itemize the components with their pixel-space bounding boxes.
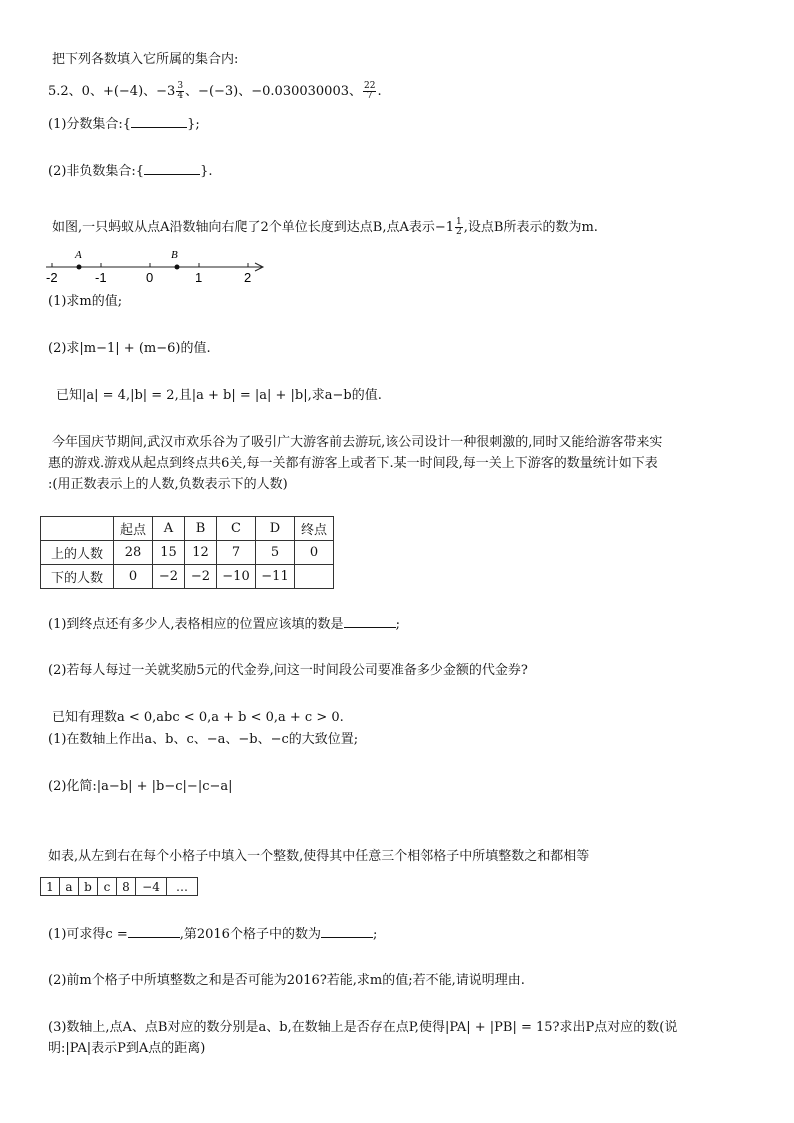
q6-part3-line1: (3)数轴上,点A、点B对应的数分别是a、b,在数轴上是否存在点P,使得|PA| + |PB| = 15?求出P点对应的数(说 [48, 1020, 678, 1035]
q1-numbers-b: 、−(−3)、−0.030030003、 [185, 84, 362, 99]
point-b-label: B [171, 249, 178, 261]
q6-part2: (2)前m个格子中所填整数之和是否可能为2016?若能,求m的值;若不能,请说明理由. [48, 973, 525, 988]
q6-part1: (1)可求得c = ,第2016个格子中的数为 ; [48, 927, 378, 942]
answer-blank[interactable] [321, 937, 373, 938]
table-cell: b [79, 878, 98, 896]
q2-part2: (2)求|m−1| + (m−6)的值. [48, 341, 211, 356]
q2-intro: 如图,一只蚂蚁从点A沿数轴向右爬了2个单位长度到达点B,点A表示−1 $\frac{1}{2}$ ,设点B所表示的数为m. [52, 217, 598, 237]
passenger-table [40, 516, 334, 589]
table-cell: −4 [136, 878, 167, 896]
table-cell: 0 [114, 565, 153, 589]
table-cell: 下的人数 [41, 565, 114, 589]
table-cell: C [217, 517, 256, 541]
table-cell: −10 [217, 565, 256, 589]
tick-label: 1 [195, 270, 203, 285]
q4-part2: (2)若每人每过一关就奖励5元的代金券,问这一时间段公司要准备多少金额的代金券? [48, 663, 528, 678]
table-row [41, 565, 334, 589]
q1-numbers: 5.2、0、+(−4)、−3 $\frac{3}{4}$ 、−(−3)、−0.030030003、 $\frac{22}{7}$ . [48, 81, 382, 101]
q6-intro: 如表,从左到右在每个小格子中填入一个整数,使得其中任意三个相邻格子中所填整数之和都相等 [48, 849, 590, 864]
q1-fraction: $\frac{3}{4}$ [177, 81, 184, 101]
q4-intro-line2: 惠的游戏.游戏从起点到终点共6关,每一关都有游客上或者下.某一时间段,每一关上下游客的数量统计如下表 [48, 456, 658, 471]
answer-blank[interactable] [128, 937, 180, 938]
sequence-table [40, 877, 198, 896]
q1-numbers-a: 5.2、0、+(−4)、−3 [48, 84, 176, 99]
q5-part1: (1)在数轴上作出a、b、c、−a、−b、−c的大致位置; [48, 732, 359, 747]
table-cell: 上的人数 [41, 541, 114, 565]
table-cell: 1 [41, 878, 60, 896]
q1-fraction-2: $\frac{22}{7}$ [363, 81, 376, 101]
table-cell: 28 [114, 541, 153, 565]
table-cell: −2 [185, 565, 217, 589]
table-cell: … [167, 878, 198, 896]
q4-intro-line1: 今年国庆节期间,武汉市欢乐谷为了吸引广大游客前去游玩,该公司设计一种很刺激的,同时又能给游客带来实 [52, 435, 663, 450]
point-a [77, 265, 82, 270]
table-cell: 7 [217, 541, 256, 565]
q1-part1: (1)分数集合:{ }; [48, 117, 200, 132]
q1-part2: (2)非负数集合:{ }. [48, 164, 213, 179]
tick-label: -2 [46, 270, 58, 285]
q1-intro: 把下列各数填入它所属的集合内: [52, 52, 239, 67]
answer-blank[interactable] [144, 174, 200, 175]
q4-part1: (1)到终点还有多少人,表格相应的位置应该填的数是 ; [48, 617, 400, 632]
table-cell [295, 565, 334, 589]
table-cell: 15 [153, 541, 185, 565]
tick-label: -1 [95, 270, 107, 285]
answer-blank[interactable] [131, 127, 187, 128]
table-header-row [41, 517, 334, 541]
q2-fraction: $\frac{1}{2}$ [456, 217, 462, 237]
table-cell: 0 [295, 541, 334, 565]
q6-part3-line2: 明:|PA|表示P到A点的距离) [48, 1041, 206, 1056]
table-cell: a [60, 878, 79, 896]
tick-label: 2 [244, 270, 252, 285]
point-b [175, 265, 180, 270]
q5-intro: 已知有理数a < 0,abc < 0,a + b < 0,a + c > 0. [52, 710, 344, 725]
table-cell: 12 [185, 541, 217, 565]
table-cell: 8 [117, 878, 136, 896]
number-line [42, 246, 272, 286]
q5-part2: (2)化简:|a−b| + |b−c|−|c−a| [48, 779, 233, 794]
table-row [41, 878, 198, 896]
table-cell: 起点 [114, 517, 153, 541]
table-cell: D [256, 517, 295, 541]
tick-label: 0 [146, 270, 154, 285]
table-cell: c [98, 878, 117, 896]
q4-intro-line3: :(用正数表示上的人数,负数表示下的人数) [48, 477, 288, 492]
table-cell [41, 517, 114, 541]
point-a-label: A [75, 249, 82, 261]
table-row [41, 541, 334, 565]
table-cell: B [185, 517, 217, 541]
table-cell: 终点 [295, 517, 334, 541]
table-cell: −11 [256, 565, 295, 589]
table-cell: −2 [153, 565, 185, 589]
q2-part1: (1)求m的值; [48, 294, 123, 309]
table-cell: 5 [256, 541, 295, 565]
q3-text: 已知|a| = 4,|b| = 2,且|a + b| = |a| + |b|,求a−b的值. [56, 388, 382, 403]
answer-blank[interactable] [344, 627, 396, 628]
table-cell: A [153, 517, 185, 541]
